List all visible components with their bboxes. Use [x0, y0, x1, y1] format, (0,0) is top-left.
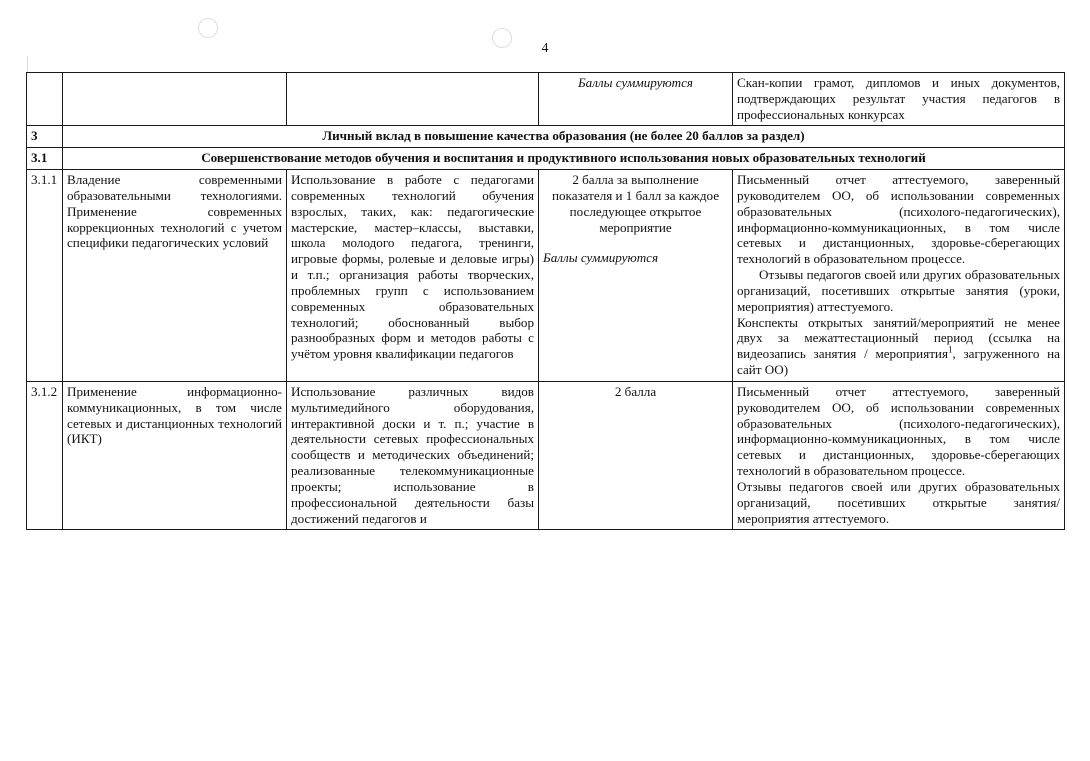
table-section-row: [27, 148, 1065, 170]
cell-section-title: Совершенствование методов обучения и воспитания и продуктивного использования новых образовательных технологий: [63, 148, 1065, 170]
evidence-paragraph-text: Конспекты открытых занятий/мероприятий не менее двух за межаттестационный период (ссылка на видеозапись занятия / мероприятия: [737, 314, 1060, 362]
criteria-table: [26, 72, 1065, 530]
cell-points: 2 балла: [539, 381, 733, 529]
cell-code: 3: [27, 126, 63, 148]
cell-criterion: [63, 73, 287, 126]
points-spacer: [543, 235, 728, 250]
cell-criterion: Применение информационно-коммуникационных, в том числе сетевых и дистанционных технологий (ИКТ): [63, 381, 287, 529]
scan-artifact-mark: [27, 56, 28, 72]
evidence-paragraph: Отзывы педагогов своей или других образовательных организаций, посетивших открытые занятия (уроки, мероприятия) аттестуемого.: [737, 267, 1060, 314]
cell-indicator: Использование в работе с педагогами современных технологий обучения взрослых, таких, как: педагогические мастерские, мастер–классы, выставки, школа молодого педагога, тренинги, игровые формы, ролевые и деловые игры) и т.п.; организация работы творческих, проблемных групп с использованием современных образовательных технологий; обоснованный выбор разнообразных форм и методов работы с учётом уровня квалификации педагогов: [287, 170, 539, 382]
evidence-paragraph: Письменный отчет аттестуемого, заверенный руководителем ОО, об использовании современных образовательных (психолого-педагогических), информационно-коммуникационных, в том числе сетевых и дистанционных, здоровье-сберегающих технологий в образовательном процессе.: [737, 383, 1060, 479]
cell-indicator: Использование различных видов мультимедийного оборудования, интерактивной доски и т. п.; участие в деятельности сетевых профессиональных сообществ и методических объединений; реализованные телекоммуникационные проекты; использование в профессиональной деятельности базы достижений педагогов и: [287, 381, 539, 529]
evidence-paragraph: Отзывы педагогов своей или других образовательных организаций, посетивших открытые занятия/мероприятия аттестуемого.: [737, 478, 1060, 526]
cell-criterion: Владение современными образовательными технологиями. Применение современных коррекционных технологий с учетом специфики педагогических условий: [63, 170, 287, 382]
cell-indicator: [287, 73, 539, 126]
cell-code: [27, 73, 63, 126]
evidence-paragraph: Письменный отчет аттестуемого, заверенный руководителем ОО, об использовании современных образовательных (психолого-педагогических), информационно-коммуникационных, в том числе сетевых и дистанционных, здоровье-сберегающих технологий в образовательном процессе.: [737, 172, 1060, 267]
cell-evidence: [733, 381, 1065, 529]
cell-code: 3.1.2: [27, 381, 63, 529]
footnote-marker: 1: [947, 344, 953, 355]
page-number: 4: [541, 40, 549, 55]
table-row: [27, 73, 1065, 126]
cell-section-title: Личный вклад в повышение качества образования (не более 20 баллов за раздел): [63, 126, 1065, 148]
cell-evidence: Скан-копии грамот, дипломов и иных документов, подтверждающих результат участия педагогов в профессиональных конкурсах: [733, 73, 1065, 126]
cell-points: Баллы суммируются: [539, 73, 733, 126]
evidence-paragraph-tail: , загруженного на сайт ОО): [737, 346, 1060, 378]
cell-code: 3.1: [27, 148, 63, 170]
table-row: [27, 381, 1065, 529]
cell-evidence: [733, 170, 1065, 382]
table-section-row: [27, 126, 1065, 148]
cell-code: 3.1.1: [27, 170, 63, 382]
evidence-paragraph: [737, 315, 1060, 378]
points-note: Баллы суммируются: [543, 250, 659, 266]
cell-points: [539, 170, 733, 382]
scan-artifact-ring: [198, 18, 218, 38]
table-row: [27, 170, 1065, 382]
points-main: 2 балла за выполнение показателя и 1 балл за каждое последующее открытое мероприятие: [551, 172, 720, 235]
